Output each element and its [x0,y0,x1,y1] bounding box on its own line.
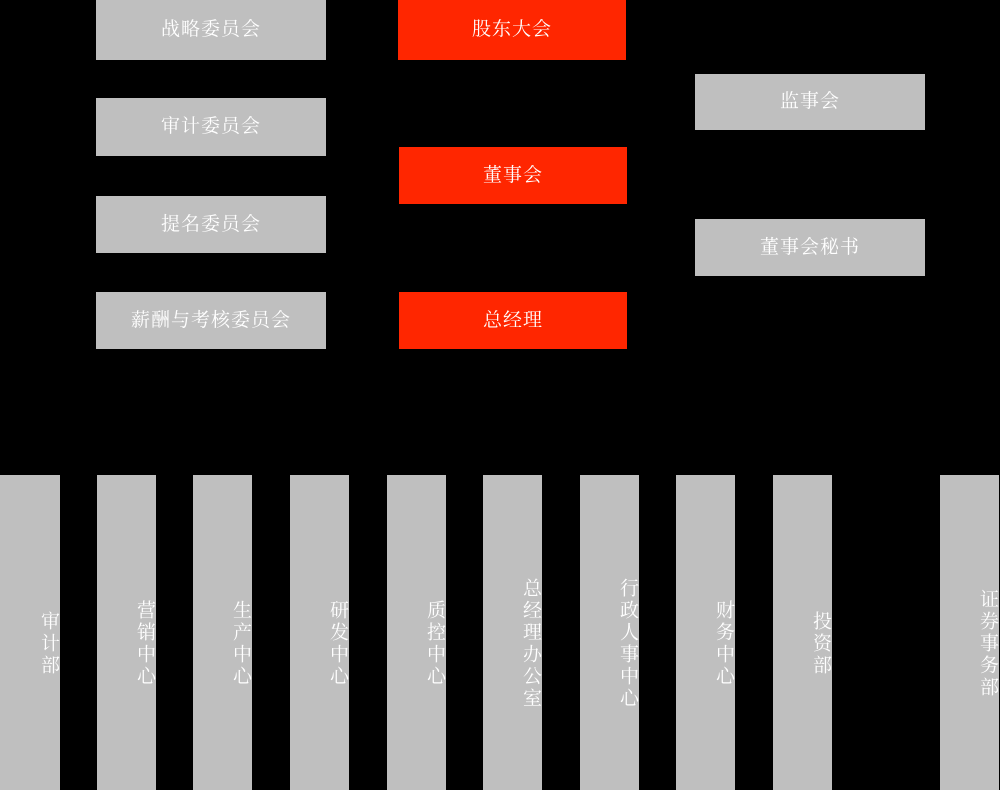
department-node: 行政人事中心 [580,475,639,790]
department-node: 投资部 [773,475,832,790]
org-node: 董事会 [399,147,627,204]
org-node: 审计委员会 [96,98,326,156]
org-node: 战略委员会 [96,0,326,60]
department-node: 质控中心 [387,475,446,790]
org-node: 董事会秘书 [695,219,925,276]
department-node: 审计部 [0,475,60,790]
department-node: 生产中心 [193,475,252,790]
org-node: 股东大会 [398,0,626,60]
org-node: 薪酬与考核委员会 [96,292,326,349]
org-node: 总经理 [399,292,627,349]
department-node: 证券事务部 [940,475,999,790]
department-node: 财务中心 [676,475,735,790]
org-node: 监事会 [695,74,925,130]
department-node: 研发中心 [290,475,349,790]
department-node: 营销中心 [97,475,156,790]
department-node: 总经理办公室 [483,475,542,790]
org-node: 提名委员会 [96,196,326,253]
